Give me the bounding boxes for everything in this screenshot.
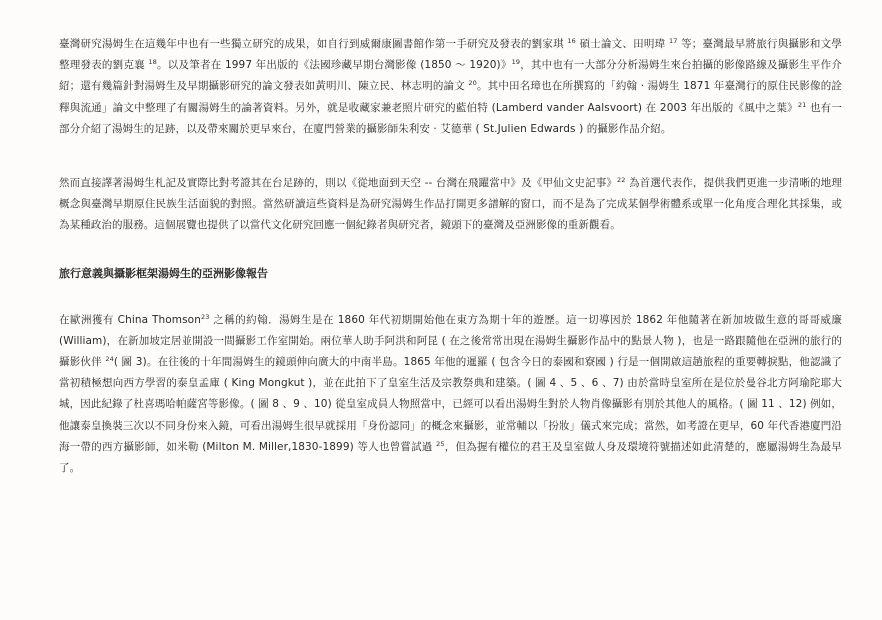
footnote-ref: 16 xyxy=(567,37,576,45)
text-run: 。以及筆者在 1997 年出版的《法國珍藏早期台灣影像 (1850 ～ 1920)》 xyxy=(156,59,512,72)
footnote-ref: 25 xyxy=(436,439,445,448)
footnote-ref: 21 xyxy=(797,100,807,109)
paragraph-representative-works xyxy=(59,173,842,237)
section-heading: 旅行意義與攝影框架湯姆生的亞洲影像報告 xyxy=(59,266,268,280)
paragraph-asia-travels xyxy=(59,310,842,480)
text-run: 然而直接譯著湯姆生札記及實際比對考證其在台足跡的，則以《從地面到天空 -- 台灣在飛躍當中》及《甲仙文史記事》 xyxy=(59,177,618,190)
text-run: ，但為握有權位的君王及皇室做人身及環境符號描述如此清楚的，應屬湯姆生為最早了。 xyxy=(59,440,843,475)
footnote-ref: 18 xyxy=(148,58,157,67)
text-run: 之稱的約翰．湯姆生是在 1860 年代初期開始他在東方為期十年的遊歷。這一切導因於 1862 年他隨著在新加坡做生意的哥哥威廉 (William)，在新加坡定居並開設一間攝影工作室開始。兩位華人助手阿洪和阿昆 ( 在之後常常出現在湯姆生攝影作品中的點景人物 )，也是一路跟隨他在亞洲的旅行的攝影伙伴 xyxy=(59,313,842,369)
text-run: ，其中也有一大部分分析湯姆生來台拍攝的影像路線及攝影生平作介紹；還有幾篇針對湯姆生及早期攝影研究的論文發表如黃明川、陳立民、林志明的論文 xyxy=(59,59,842,93)
text-run: 臺灣研究湯姆生在這幾年中也有一些獨立研究的成果，如自行到威爾康圖書館作第一手研究及發表的劉家琪 xyxy=(59,38,568,50)
text-run: ( 圖 3)。在往後的十年間湯姆生的鏡頭伸向廣大的中南半島。1865 年他的暹羅 ( 包含今日的泰國和寮國 ) 行是一個開啟這趟旅程的重要轉捩點，他認識了當初積極想向西方學習的泰皇孟庫 ( King Mongkut )，並在此拍下了皇室生活及宗教祭典和建築。( 圖 4 、5 、6 、7) 由於當時皇室所在是位於曼谷北方阿瑜陀耶大城，因此紀錄了杜喜瑪哈帕薩宮等影像。( 圖 8 、9 、10) 從皇室成員人物照當中，已經可以看出湯姆生對於人物肖像攝影有別於其他人的風格。( 圖 11 、12) 例如，他讓泰皇換裝三次以不同身份來入鏡，可看出湯姆生很早就採用「身份認同」的概念來攝影，並常輔以「扮妝」儀式來完成；當然，如考證在更早，60 年代香港廈門沿海一帶的西方攝影師，如米勒 (Milton M. Miller,1830-1899) 等人也曾嘗試過 xyxy=(59,356,842,453)
text-run: 。其中田名璋也在所撰寫的「約翰 ‧ 湯姆生 1871 年臺灣行的原住民影像的詮釋與流通」論文中整理了有關湯姆生的論著資料。另外，就是收藏家兼老照片研究的藍伯特 (Lamberd vander Aalsvoort) 在 2003 年出版的《風中之葉》 xyxy=(59,80,842,114)
text-run: 等；臺灣最早將旅行與攝影和文學整理發表的劉克襄 xyxy=(59,38,842,72)
footnote-ref: 24 xyxy=(105,355,114,364)
text-run: 為首選代表作，提供我們更進一步清晰的地理概念與臺灣早期原住民族生活面貌的對照。當然研讀這些資料是為研究湯姆生作品打開更多譜解的窗口，而不是為了完成某個學術體系或單一化角度合理化其採集，或為某種政治的服務。這個展覽也提供了以當代文化研究回應一個紀錄者與研究者，鏡頭下的臺灣及亞洲影像的重新觀看。 xyxy=(59,177,842,232)
footnote-ref: 20 xyxy=(468,79,477,88)
text-run: 在歐洲獲有 China Thomson xyxy=(59,313,201,326)
paragraph-research-overview xyxy=(59,34,842,140)
text-run: 也有一部分介紹了湯姆生的足跡，以及帶來關於更早來台，在廈門營業的攝影師朱利安 ‧ 艾德華 ( St.Julien Edwards ) 的攝影作品介紹。 xyxy=(59,101,842,135)
footnote-ref: 19 xyxy=(511,58,521,67)
footnote-ref: 22 xyxy=(617,176,626,185)
footnote-ref: 23 xyxy=(200,312,210,321)
footnote-ref: 17 xyxy=(668,37,678,45)
text-run: 碩士論文、田明瑋 xyxy=(575,38,669,50)
